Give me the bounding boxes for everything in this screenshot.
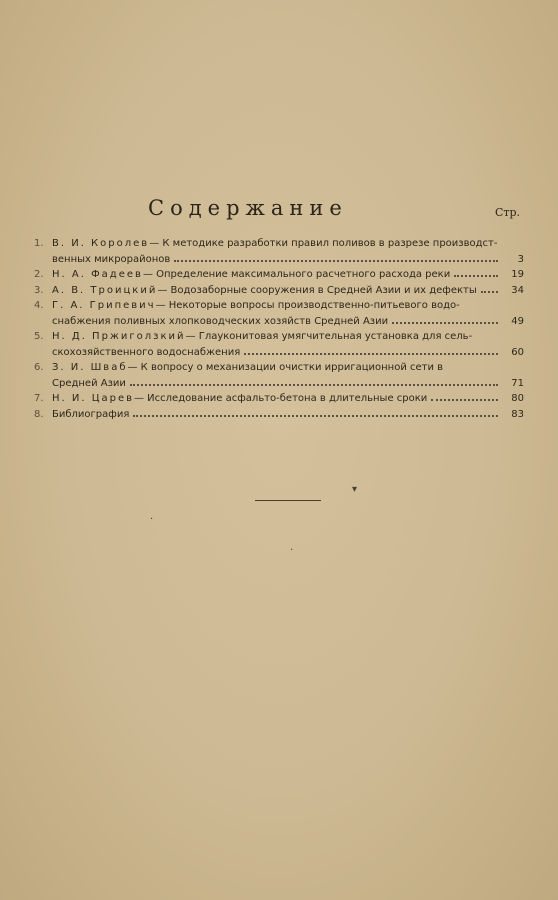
entry-author: Н. И. Царев — [52, 393, 134, 404]
dot-leader — [133, 407, 498, 417]
dot-leader — [244, 345, 498, 355]
entry-author: В. И. Королев — [52, 238, 150, 249]
dot-leader — [431, 391, 498, 401]
dot-leader — [392, 314, 498, 324]
pages-column-header: Стр. — [495, 206, 521, 219]
table-of-contents — [34, 236, 524, 422]
ink-speck: ▾ — [352, 484, 358, 495]
entry-author: А. В. Троицкий — [52, 284, 158, 296]
entry-page: 60 — [511, 346, 524, 358]
entry-number: 3. — [34, 284, 44, 296]
entry-title-continued: Средней Азии — [52, 377, 126, 389]
ink-speck: · — [150, 514, 154, 525]
entry-title: — Исследование асфальто-бетона в длительные сроки — [134, 393, 428, 404]
toc-entry — [34, 360, 524, 391]
toc-entry — [34, 298, 524, 329]
entry-number: 6. — [34, 362, 44, 373]
dot-leader — [130, 376, 498, 386]
entry-title: — Водозаборные сооружения в Средней Азии и их дефекты — [157, 284, 477, 296]
entry-page: 71 — [511, 377, 524, 389]
entry-number: 7. — [34, 393, 44, 404]
entry-number: 1. — [34, 238, 44, 249]
entry-page: 80 — [511, 393, 524, 404]
entry-title: — К методике разработки правил поливов в разрезе производст- — [149, 238, 498, 249]
entry-title: — Определение максимального расчетного расхода реки — [142, 269, 451, 280]
entry-page: 3 — [517, 253, 524, 265]
divider-rule — [255, 500, 321, 501]
entry-page: 34 — [511, 284, 524, 296]
entry-title: — Глауконитовая умягчительная установка для сель- — [185, 331, 473, 342]
entry-page: 19 — [511, 269, 524, 280]
entry-number: 8. — [34, 408, 44, 420]
toc-entry — [34, 267, 524, 283]
entry-page: 49 — [511, 315, 524, 327]
dot-leader — [174, 252, 498, 262]
entry-number: 5. — [34, 331, 44, 342]
ink-speck: · — [290, 545, 294, 556]
toc-entry — [34, 283, 524, 299]
entry-number: 2. — [34, 269, 44, 280]
entry-author: Г. А. Грипевич — [52, 300, 156, 311]
entry-title: Библиография — [52, 408, 130, 420]
dot-leader — [481, 283, 498, 293]
entry-number: 4. — [34, 300, 44, 311]
entry-title-continued: венных микрорайонов — [52, 253, 171, 265]
entry-author: З. И. Шваб — [52, 362, 128, 373]
page-title: Содержание — [148, 196, 348, 220]
entry-title-continued: скохозяйственного водоснабжения — [52, 346, 241, 358]
entry-page: 83 — [511, 408, 524, 420]
dot-leader — [454, 267, 498, 277]
toc-entry — [34, 391, 524, 407]
toc-entry — [34, 236, 524, 267]
entry-author: Н. Д. Пржиголзкий — [52, 331, 186, 342]
entry-title-continued: снабжения поливных хлопководческих хозяйств Средней Азии — [52, 315, 389, 327]
entry-title: — Некоторые вопросы производственно-питьевого водо- — [155, 300, 460, 311]
toc-entry — [34, 407, 524, 423]
toc-entry — [34, 329, 524, 360]
entry-title: — К вопросу о механизации очистки ирригационной сети в — [127, 362, 444, 373]
entry-author: Н. А. Фадеев — [52, 269, 143, 280]
